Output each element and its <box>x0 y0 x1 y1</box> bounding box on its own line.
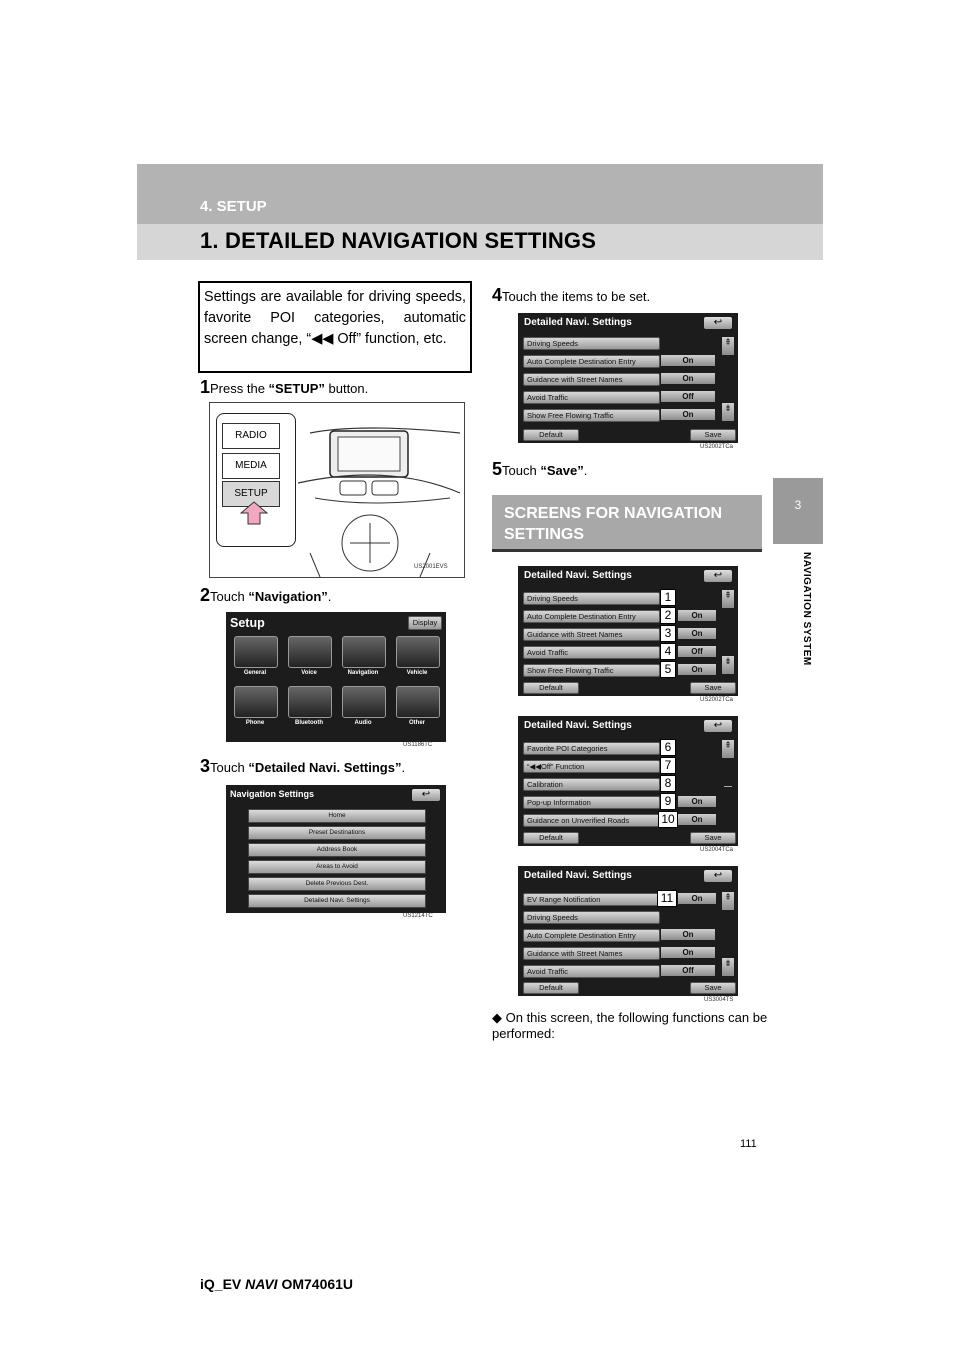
icon-label: Navigation <box>347 670 379 676</box>
row-label[interactable]: Show Free Flowing Traffic <box>523 409 660 422</box>
back-icon[interactable]: ↩ <box>704 720 732 732</box>
scroll-up-icon[interactable]: ⇞ <box>722 892 734 910</box>
detailed-navi-settings-screen-3 <box>518 716 738 846</box>
page-title: 1. DETAILED NAVIGATION SETTINGS <box>200 228 597 253</box>
row-value[interactable]: On <box>678 814 716 825</box>
row-label[interactable]: Auto Complete Destination Entry <box>523 355 660 368</box>
row-label[interactable]: Avoid Traffic <box>523 646 660 659</box>
scroll-down-icon[interactable]: ⇟ <box>722 656 734 674</box>
icon-label: Vehicle <box>406 670 428 676</box>
row-value[interactable]: On <box>661 409 715 420</box>
image-code: US1186TC <box>403 742 433 748</box>
step-5: 5Touch “Save”. <box>492 459 588 479</box>
icon-label: Audio <box>354 720 372 726</box>
save-button[interactable]: Save <box>690 982 736 994</box>
callout-tag: 7 <box>660 757 676 774</box>
icon-label: General <box>243 670 267 676</box>
callout-tag: 11 <box>657 890 677 907</box>
delete-previous-dest-button[interactable]: Delete Previous Dest. <box>248 877 426 891</box>
row-value[interactable]: Off <box>661 391 715 402</box>
row-label[interactable]: Guidance with Street Names <box>523 947 660 960</box>
row-value[interactable]: On <box>678 893 716 904</box>
row-value[interactable]: On <box>661 947 715 958</box>
row-label[interactable]: Auto Complete Destination Entry <box>523 929 660 942</box>
image-code: US2004TCa <box>700 847 734 853</box>
chapter-label: NAVIGATION SYSTEM <box>801 552 812 666</box>
bullet-icon: ◆ <box>492 1010 506 1025</box>
row-label[interactable]: Avoid Traffic <box>523 965 660 978</box>
row-label[interactable]: Pop-up Information <box>523 796 660 809</box>
setup-screen <box>226 612 446 742</box>
row-label[interactable]: Calibration <box>523 778 660 791</box>
scroll-down-icon[interactable]: ⇟ <box>722 958 734 976</box>
image-code: US2001EVS <box>414 564 448 570</box>
intro-box: Settings are available for driving speeds, favorite POI categories, automatic screen change, “◀◀ Off” function, etc. <box>198 281 472 373</box>
section-label: 4. SETUP <box>200 198 267 215</box>
scroll-up-icon[interactable]: ⇞ <box>722 337 734 355</box>
detailed-navi-settings-screen-1 <box>518 313 738 443</box>
arrow-up-icon <box>240 501 268 525</box>
callout-tag: 9 <box>660 793 676 810</box>
row-value[interactable]: On <box>678 610 716 621</box>
screen-title: Navigation Settings <box>230 789 315 799</box>
footer <box>200 1276 353 1292</box>
row-label[interactable]: EV Range Notification <box>523 893 660 906</box>
radio-button[interactable]: RADIO <box>222 423 280 449</box>
step-4: 4Touch the items to be set. <box>492 285 651 305</box>
row-label[interactable]: Avoid Traffic <box>523 391 660 404</box>
image-code: US2002TCa <box>700 697 734 703</box>
general-icon[interactable] <box>234 636 278 668</box>
address-book-button[interactable]: Address Book <box>248 843 426 857</box>
bullet-text: On this screen, the following functions can be performed: <box>492 1010 768 1041</box>
screen-title: Detailed Navi. Settings <box>524 720 632 731</box>
callout-tag: 8 <box>660 775 676 792</box>
default-button[interactable]: Default <box>523 682 579 694</box>
scroll-up-icon[interactable]: ⇞ <box>722 740 734 758</box>
navigation-settings-screen <box>226 785 446 913</box>
home-button[interactable]: Home <box>248 809 426 823</box>
detailed-navi-settings-screen-4 <box>518 866 738 996</box>
default-button[interactable]: Default <box>523 982 579 994</box>
callout-tag: 1 <box>660 589 676 606</box>
row-value[interactable]: On <box>678 664 716 675</box>
footer-code: OM74061U <box>281 1276 354 1292</box>
save-button[interactable]: Save <box>690 429 736 441</box>
row-value[interactable]: On <box>678 628 716 639</box>
callout-tag: 2 <box>660 607 676 624</box>
scroll-down-icon[interactable]: ⇟ <box>722 403 734 421</box>
navigation-icon[interactable] <box>342 636 386 668</box>
icon-label: Other <box>408 720 425 726</box>
row-label[interactable]: Guidance on Unverified Roads <box>523 814 660 827</box>
default-button[interactable]: Default <box>523 429 579 441</box>
media-button[interactable]: MEDIA <box>222 453 280 479</box>
step-1: 1Press the “SETUP” button. <box>200 377 369 397</box>
back-icon[interactable]: ↩ <box>412 789 440 801</box>
header-band <box>137 164 823 224</box>
icon-label: Bluetooth <box>295 720 323 726</box>
save-button[interactable]: Save <box>690 682 736 694</box>
row-label[interactable]: “◀◀Off” Function <box>523 760 660 773</box>
image-code: US2002TCa <box>700 444 734 450</box>
row-label[interactable]: Auto Complete Destination Entry <box>523 610 660 623</box>
screen-title: Detailed Navi. Settings <box>524 870 632 881</box>
row-value[interactable]: On <box>661 373 715 384</box>
chapter-number: 3 <box>794 498 802 512</box>
callout-tag: 6 <box>660 739 676 756</box>
display-button[interactable]: Display <box>408 616 442 630</box>
row-label[interactable]: Driving Speeds <box>523 911 660 924</box>
row-label[interactable]: Favorite POI Categories <box>523 742 660 755</box>
section-divider <box>492 549 762 552</box>
row-label[interactable]: Driving Speeds <box>523 337 660 350</box>
footer-model: iQ_EV <box>200 1276 242 1292</box>
areas-to-avoid-button[interactable]: Areas to Avoid <box>248 860 426 874</box>
callout-tag: 5 <box>660 661 676 678</box>
detailed-navi-settings-button[interactable]: Detailed Navi. Settings <box>248 894 426 908</box>
default-button[interactable]: Default <box>523 832 579 844</box>
preset-destinations-button[interactable]: Preset Destinations <box>248 826 426 840</box>
audio-icon[interactable] <box>342 686 386 718</box>
icon-label: Phone <box>245 720 265 726</box>
row-value[interactable]: On <box>661 355 715 366</box>
scroll-up-icon[interactable]: ⇞ <box>722 590 734 608</box>
row-value[interactable]: Off <box>661 965 715 976</box>
row-label[interactable]: Guidance with Street Names <box>523 628 660 641</box>
voice-icon[interactable] <box>288 636 332 668</box>
head-unit-photo <box>209 402 465 578</box>
section-title: SCREENS FOR NAVIGATION SETTINGS <box>504 505 723 543</box>
callout-tag: 10 <box>658 811 678 828</box>
image-code: US1214TC <box>403 913 433 919</box>
bullet-note <box>492 1010 774 1042</box>
footer-navi: NAVI <box>245 1276 278 1292</box>
callout-tag: 3 <box>660 625 676 642</box>
screen-title: Detailed Navi. Settings <box>524 570 632 581</box>
phone-icon[interactable] <box>234 686 278 718</box>
image-code: US3004TS <box>704 997 734 1003</box>
back-icon[interactable]: ↩ <box>704 570 732 582</box>
row-value[interactable]: On <box>661 929 715 940</box>
setup-button[interactable]: SETUP <box>222 481 280 507</box>
step-2: 2Touch “Navigation”. <box>200 585 332 605</box>
row-label[interactable]: Show Free Flowing Traffic <box>523 664 660 677</box>
scroll-indicator <box>724 786 732 787</box>
page-number: 111 <box>740 1138 757 1150</box>
callout-tag: 4 <box>660 643 676 660</box>
back-icon[interactable]: ↩ <box>704 870 732 882</box>
save-button[interactable]: Save <box>690 832 736 844</box>
icon-label: Voice <box>301 670 317 676</box>
row-value[interactable]: Off <box>678 646 716 657</box>
row-label[interactable]: Driving Speeds <box>523 592 660 605</box>
row-value[interactable]: On <box>678 796 716 807</box>
bluetooth-icon[interactable] <box>288 686 332 718</box>
step-3: 3Touch “Detailed Navi. Settings”. <box>200 756 406 776</box>
detailed-navi-settings-screen-2 <box>518 566 738 696</box>
other-icon[interactable] <box>396 686 440 718</box>
screen-title: Setup <box>230 616 265 630</box>
row-label[interactable]: Guidance with Street Names <box>523 373 660 386</box>
vehicle-icon[interactable] <box>396 636 440 668</box>
back-icon[interactable]: ↩ <box>704 317 732 329</box>
screen-title: Detailed Navi. Settings <box>524 317 632 328</box>
